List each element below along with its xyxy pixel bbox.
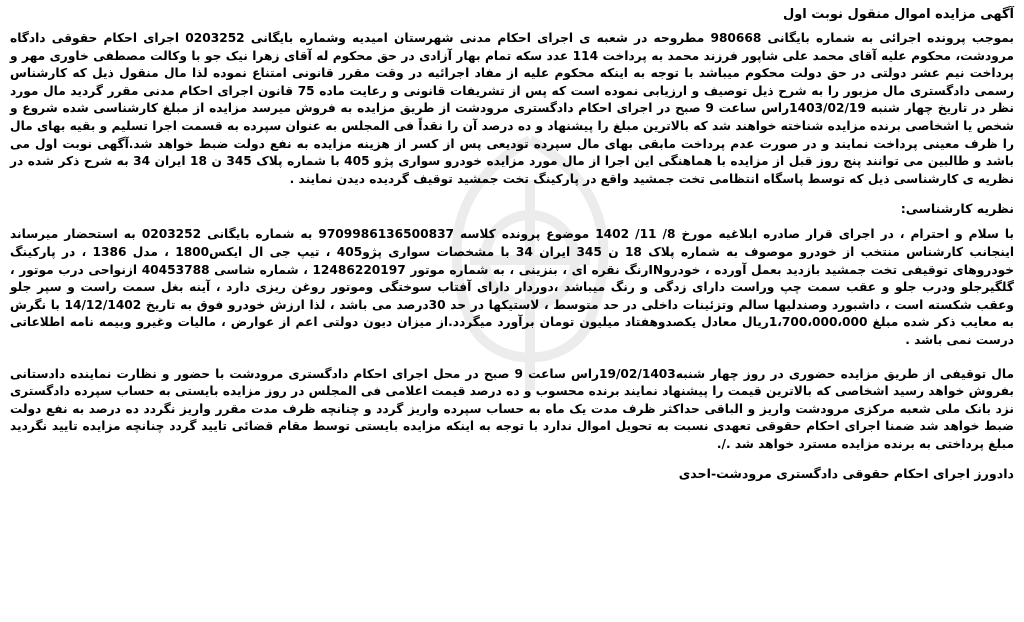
notice-intro-paragraph: بموجب پرونده اجرائی به شماره بایگانی 980668 مطروحه در شعبه ی اجرای احکام مدنی شهرستان امیدیه وشماره بایگانی 0203252 اجرای احکام حقوقی دادگاه مرودشت، محکوم علیه آقای محمد علی شاپور فرزند محمد به پرداخت 114 عدد سکه تمام بهار آزادی در حق محکوم له آقای زهرا نیک جو با وکالت مصطفی خاوری مهر و پرداخت نیم عشر دولتی در حق دولت محکوم میباشد با توجه به اینکه محکوم علیه از مفاد اجرائیه در وقت مقرر قانونی امتناع نموده لذا مال منقول ذیل که کارشناس رسمی دادگستری مال مزبور را به شرح ذیل توصیف و ارزیابی نموده است که پس از تشریفات قانونی و رعایت ماده 75 قانون اجرای احکام مدنی مقرر گردید مال مورد نظر در تاریخ چهار شنبه 1403/02/19راس ساعت 9 صبح در اجرای احکام دادگستری مرودشت از طریق مزایده به فروش میرسد مزایده از مبلغ کارشناسی شده شروع و شخص یا اشخاصی برنده مزایده شناخته خواهند شد که بالاترین مبلغ را پیشنهاد و ده درصد آن را نقداً فی المجلس به عنوان سپرده به قسمت اجرا تسلیم و بقیه بهای مال را ظرف معینی پرداخت نمایند و در صورت عدم پرداخت مابقی بهای مال سپرده تودیعی پس از کسر از هزینه مزایده به نفع دولت ضبط خواهد شد.آگهی نوبت اول می باشد و طالبین می توانند پنج روز قبل از مزایده با هماهنگی این اجرا از مال مورد مزایده خودرو سواری پژو 405 با شماره پلاک 345 ن 18 ایران 34 به شرح ذکر شده در نظریه ی کارشناسی ذیل که توسط پاسگاه انتظامی تخت جمشید واقع در پارکینگ تخت جمشید توقیف گردیده دیدن نمایند . — [10, 31, 1015, 186]
signature-line: دادورز اجرای احکام حقوقی دادگستری مرودشت-احدی — [678, 466, 1014, 482]
expert-opinion-heading: نظریه کارشناسی: — [900, 201, 1014, 217]
expert-opinion-paragraph: با سلام و احترام ، در اجرای قرار صادره ابلاغیه مورخ 8/ 11/ 1402 موضوع پرونده کلاسه 9709986136500837 به شماره بایگانی 0203252 به استحضار میرساند اینجانب کارشناس منتخب از خودرو موصوف به شماره پلاک 18 ن 345 ایران 34 با مشخصات سواری پژو405 ، تیپ جی ال ایکس1800 ، مدل 1386 ، در پارکینگ خودروهای توقیفی تخت جمشید بازدید بعمل آورده ، خودروINرنگ نقره ای ، بنزینی ، به شماره موتور 12486220197 ، شماره شاسی 40453788 ازنواحی درب موتور ، گلگیرجلو ودرب جلو و عقب سمت چپ وراست دارای زدگی و رنگ میباشد ،دوردار دارای آفتاب سوختگی وموتور روغن ریزی دارد ، آینه بغل سمت راست و سپر جلو وعقب شکسته است ، داشبورد وصندلیها سالم وتزئینات داخلی در حد متوسط ، لاستیکها در حد 30درصد می باشد ، لذا ارزش خودرو فوق به تاریخ 14/12/1402 با نگرش به معایب ذکر شده مبلغ 1،700،000،000ریال معادل یکصدوهفتاد میلیون تومان برآورد میگردد.از میزان دیون دولتی اعم از عوارض ، مالیات وغیرو وبیمه نامه اطلاعاتی درست نمی باشد . — [10, 227, 1015, 347]
section-spacer — [10, 350, 1014, 366]
seizure-terms-paragraph: مال توقیفی از طریق مزایده حضوری در روز چهار شنبه19/02/1403راس ساعت 9 صبح در محل اجرای احکام دادگستری مرودشت با حضور و نظارت نماینده دادستانی بفروش خواهد رسید اشخاصی که بالاترین قیمت را پیشنهاد نمایند برنده محسوب و ده درصد قیمت اعلامی فی المجلس در روز مزایده بایستی به حساب سپرده دادگستری نزد بانک ملی شعبه مرکزی مرودشت واریز و الباقی حداکثر ظرف مدت یک ماه به حساب سپرده واریز گردد و چنانچه ظرف مدت مقرر واریز نگردد ده درصد به نفع دولت ضبط خواهد شد ضمنا اجرای احکام حقوقی تعهدی نسبت به تحویل اموال ندارد با توجه به اینکه مزایده بایستی توسط مقام قضائی تایید گردد چنانچه مزایده تایید نگردید مبلغ پرداختی به برنده مزایده مسترد خواهد شد ./. — [10, 366, 1014, 451]
notice-title: آگهی مزایده اموال منقول نوبت اول — [782, 7, 1014, 22]
